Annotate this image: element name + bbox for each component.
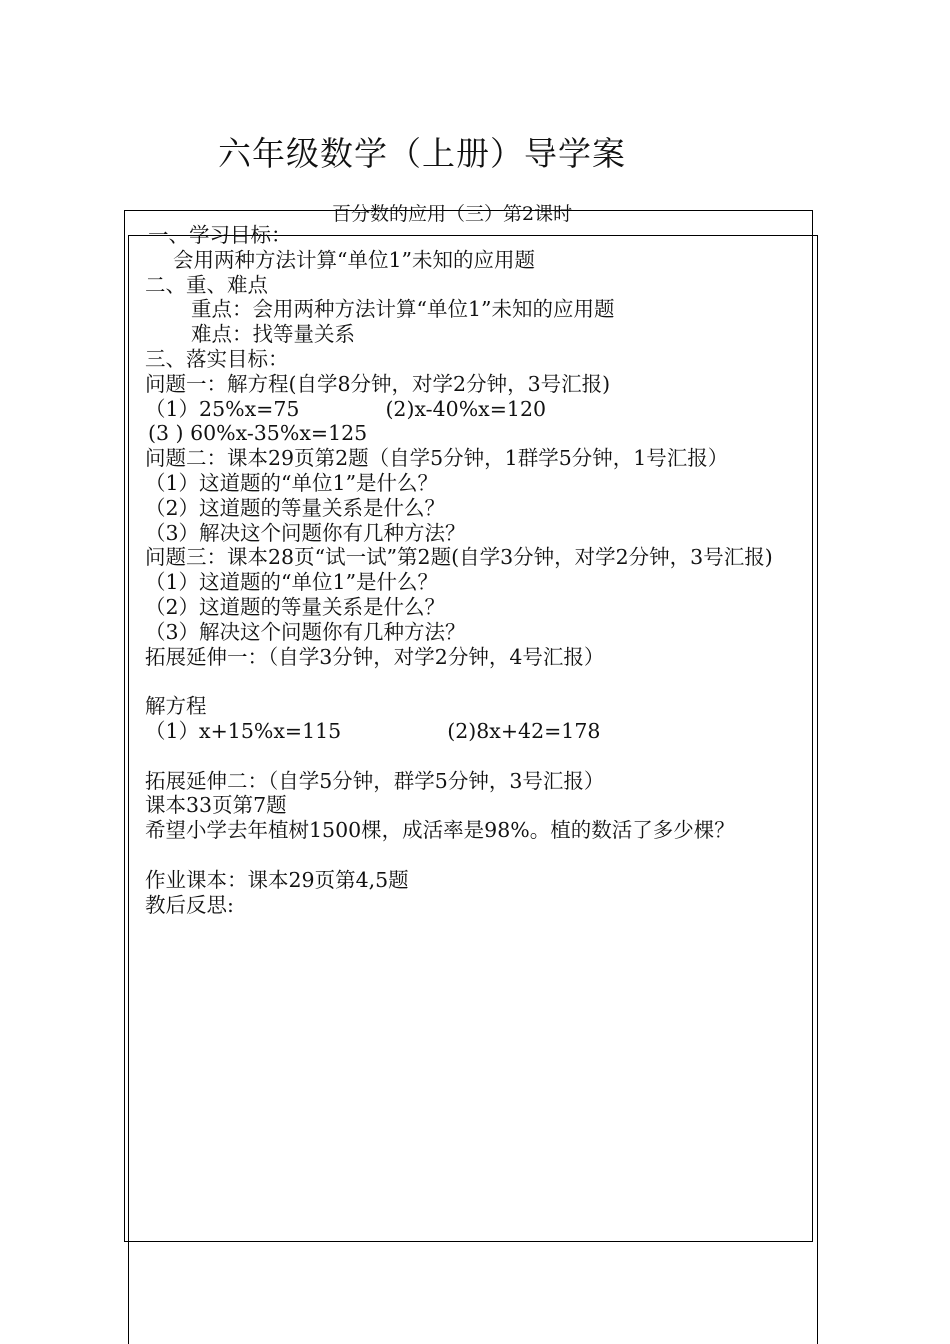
lesson-subtitle: 百分数的应用（三）第2课时 [332,203,573,225]
goal-text: 会用两种方法计算“单位1”未知的应用题 [173,247,536,272]
key-heading: 二、重、难点 [145,272,268,297]
key-point: 重点：会用两种方法计算“单位1”未知的应用题 [191,297,615,322]
blank-line [145,669,813,694]
q3-item-3: （3）解决这个问题你有几种方法？ [145,619,466,644]
q2-item-1: （1）这道题的“单位1”是什么？ [145,470,439,495]
q1-equation-2: (2)x-40%x=120 [385,396,547,421]
extension-1-heading: 拓展延伸一：（自学3分钟，对学2分钟，4号汇报） [145,644,605,669]
extension-2-reference: 课本33页第7题 [145,793,287,818]
extension-1-label: 解方程 [145,694,207,719]
q3-item-1: （1）这道题的“单位1”是什么？ [145,570,439,595]
q1-equation-1: （1）25%x=75 [145,396,300,421]
extension-1-equation-2: (2)8x+42=178 [447,718,601,743]
lesson-content [145,223,813,917]
page-title: 六年级数学（上册）导学案 [218,134,626,173]
q1-equation-3: (3 ) 60%x-35%x=125 [148,421,368,446]
q2-heading: 问题二：课本29页第2题（自学5分钟，1群学5分钟，1号汇报） [145,446,729,471]
extension-1-equations-row [145,719,813,744]
q1-equations-row [145,397,813,422]
practice-heading: 三、落实目标： [145,346,289,371]
blank-line [145,843,813,868]
q3-item-2: （2）这道题的等量关系是什么？ [145,594,446,619]
reflection-label: 教后反思: [145,892,234,917]
blank-line [145,744,813,769]
goal-heading: 一、学习目标： [148,223,292,247]
q3-heading: 问题三：课本28页“试一试”第2题(自学3分钟，对学2分钟，3号汇报) [145,545,773,570]
homework: 作业课本：课本29页第4,5题 [145,867,409,892]
q1-heading: 问题一：解方程(自学8分钟，对学2分钟，3号汇报) [145,371,611,396]
extension-1-equation-1: （1）x+15%x=115 [145,718,342,743]
q2-item-3: （3）解决这个问题你有几种方法？ [145,520,466,545]
difficult-point: 难点：找等量关系 [191,322,355,347]
extension-2-problem: 希望小学去年植树1500棵，成活率是98%。植的数活了多少棵？ [145,818,735,843]
extension-2-heading: 拓展延伸二：（自学5分钟，群学5分钟，3号汇报） [145,768,605,793]
q2-item-2: （2）这道题的等量关系是什么？ [145,495,446,520]
